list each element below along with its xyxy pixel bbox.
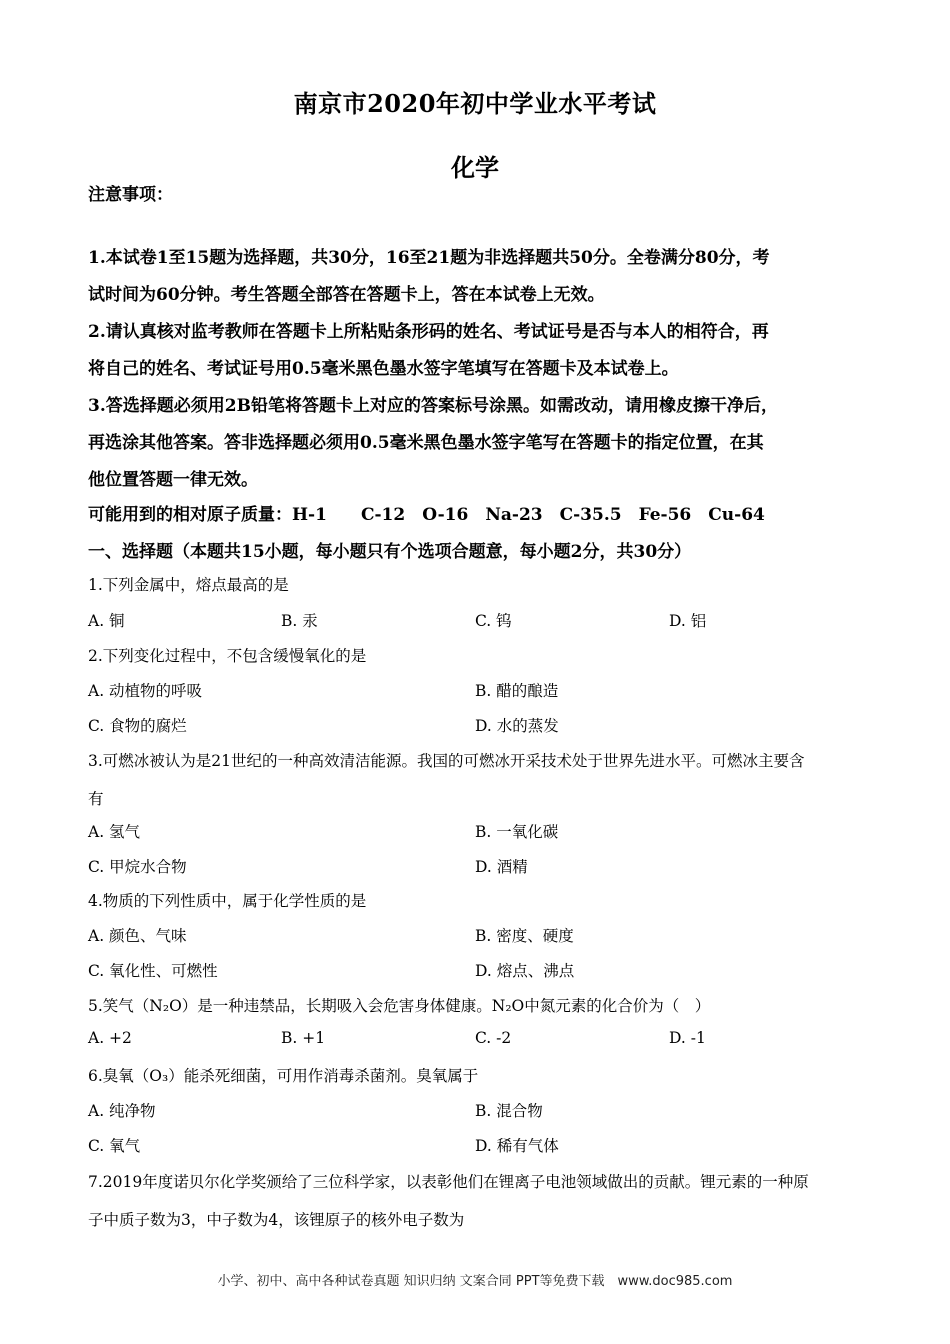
- q1-option-c: C. 钨: [475, 612, 512, 630]
- q2-option-a: A. 动植物的呼吸: [88, 682, 203, 700]
- q6-option-d: D. 稀有气体: [475, 1137, 559, 1155]
- section-heading: 一、选择题（本题共15小题，每小题只有个选项合题意，每小题2分，共30分）: [88, 542, 692, 562]
- q4-option-c: C. 氧化性、可燃性: [88, 962, 218, 980]
- q5-option-c: C. -2: [475, 1029, 512, 1047]
- question-4-stem: 4.物质的下列性质中，属于化学性质的是: [88, 892, 367, 910]
- q1-option-a: A. 铜: [88, 612, 125, 630]
- notice-1b: 试时间为60分钟。考生答题全部答在答题卡上，答在本试卷上无效。: [88, 285, 605, 305]
- question-3-stem-b: 有: [88, 790, 104, 808]
- q6-option-a: A. 纯净物: [88, 1102, 156, 1120]
- notice-heading: 注意事项：: [88, 185, 173, 205]
- q1-option-b: B. 汞: [281, 612, 318, 630]
- footer-text: 小学、初中、高中各种试卷真题 知识归纳 文案合同 PPT等免费下载 www.doc985.com: [217, 1274, 733, 1289]
- q1-option-d: D. 铝: [669, 612, 707, 630]
- page-title: 南京市2020年初中学业水平考试: [293, 89, 657, 118]
- question-1-stem: 1.下列金属中，熔点最高的是: [88, 576, 289, 594]
- question-7-stem-b: 子中质子数为3，中子数为4，该锂原子的核外电子数为: [88, 1211, 465, 1229]
- notice-3a: 3.答选择题必须用2B铅笔将答题卡上对应的答案标号涂黑。如需改动，请用橡皮擦干净后，: [88, 396, 778, 416]
- atomic-mass-line: 可能用到的相对原子质量：H-1 C-12 O-16 Na-23 C-35.5 Fe-56 Cu-64: [88, 505, 765, 525]
- question-5-stem: 5.笑气（N₂O）是一种违禁品，长期吸入会危害身体健康。N₂O中氮元素的化合价为（ ）: [88, 997, 711, 1015]
- q2-option-b: B. 醋的酿造: [475, 682, 559, 700]
- q5-option-a: A. +2: [88, 1029, 132, 1047]
- notice-2b: 将自己的姓名、考试证号用0.5毫米黑色墨水签字笔填写在答题卡及本试卷上。: [88, 359, 679, 379]
- question-2-stem: 2.下列变化过程中，不包含缓慢氧化的是: [88, 647, 367, 665]
- notice-3c: 他位置答题一律无效。: [88, 470, 258, 490]
- notice-2a: 2.请认真核对监考教师在答题卡上所粘贴条形码的姓名、考试证号是否与本人的相符合，再: [88, 322, 769, 342]
- question-6-stem: 6.臭氧（O₃）能杀死细菌，可用作消毒杀菌剂。臭氧属于: [88, 1067, 479, 1085]
- q3-option-c: C. 甲烷水合物: [88, 858, 187, 876]
- q4-option-b: B. 密度、硬度: [475, 927, 574, 945]
- question-3-stem-a: 3.可燃冰被认为是21世纪的一种高效清洁能源。我国的可燃冰开采技术处于世界先进水平。可燃冰主要含: [88, 752, 805, 770]
- q6-option-b: B. 混合物: [475, 1102, 543, 1120]
- notice-1a: 1.本试卷1至15题为选择题，共30分，16至21题为非选择题共50分。全卷满分80分，考: [88, 248, 770, 268]
- notice-3b: 再选涂其他答案。答非选择题必须用0.5毫米黑色墨水签字笔写在答题卡的指定位置，在其: [88, 433, 764, 453]
- q4-option-a: A. 颜色、气味: [88, 927, 187, 945]
- q2-option-c: C. 食物的腐烂: [88, 717, 187, 735]
- q3-option-b: B. 一氧化碳: [475, 823, 559, 841]
- q4-option-d: D. 熔点、沸点: [475, 962, 575, 980]
- subject-title: 化学: [451, 153, 499, 182]
- q5-option-d: D. -1: [669, 1029, 706, 1047]
- q3-option-a: A. 氢气: [88, 823, 141, 841]
- q5-option-b: B. +1: [281, 1029, 326, 1047]
- q3-option-d: D. 酒精: [475, 858, 528, 876]
- question-7-stem-a: 7.2019年度诺贝尔化学奖颁给了三位科学家，以表彰他们在锂离子电池领域做出的贡献。锂元素的一种原: [88, 1173, 809, 1191]
- q6-option-c: C. 氧气: [88, 1137, 141, 1155]
- q2-option-d: D. 水的蒸发: [475, 717, 559, 735]
